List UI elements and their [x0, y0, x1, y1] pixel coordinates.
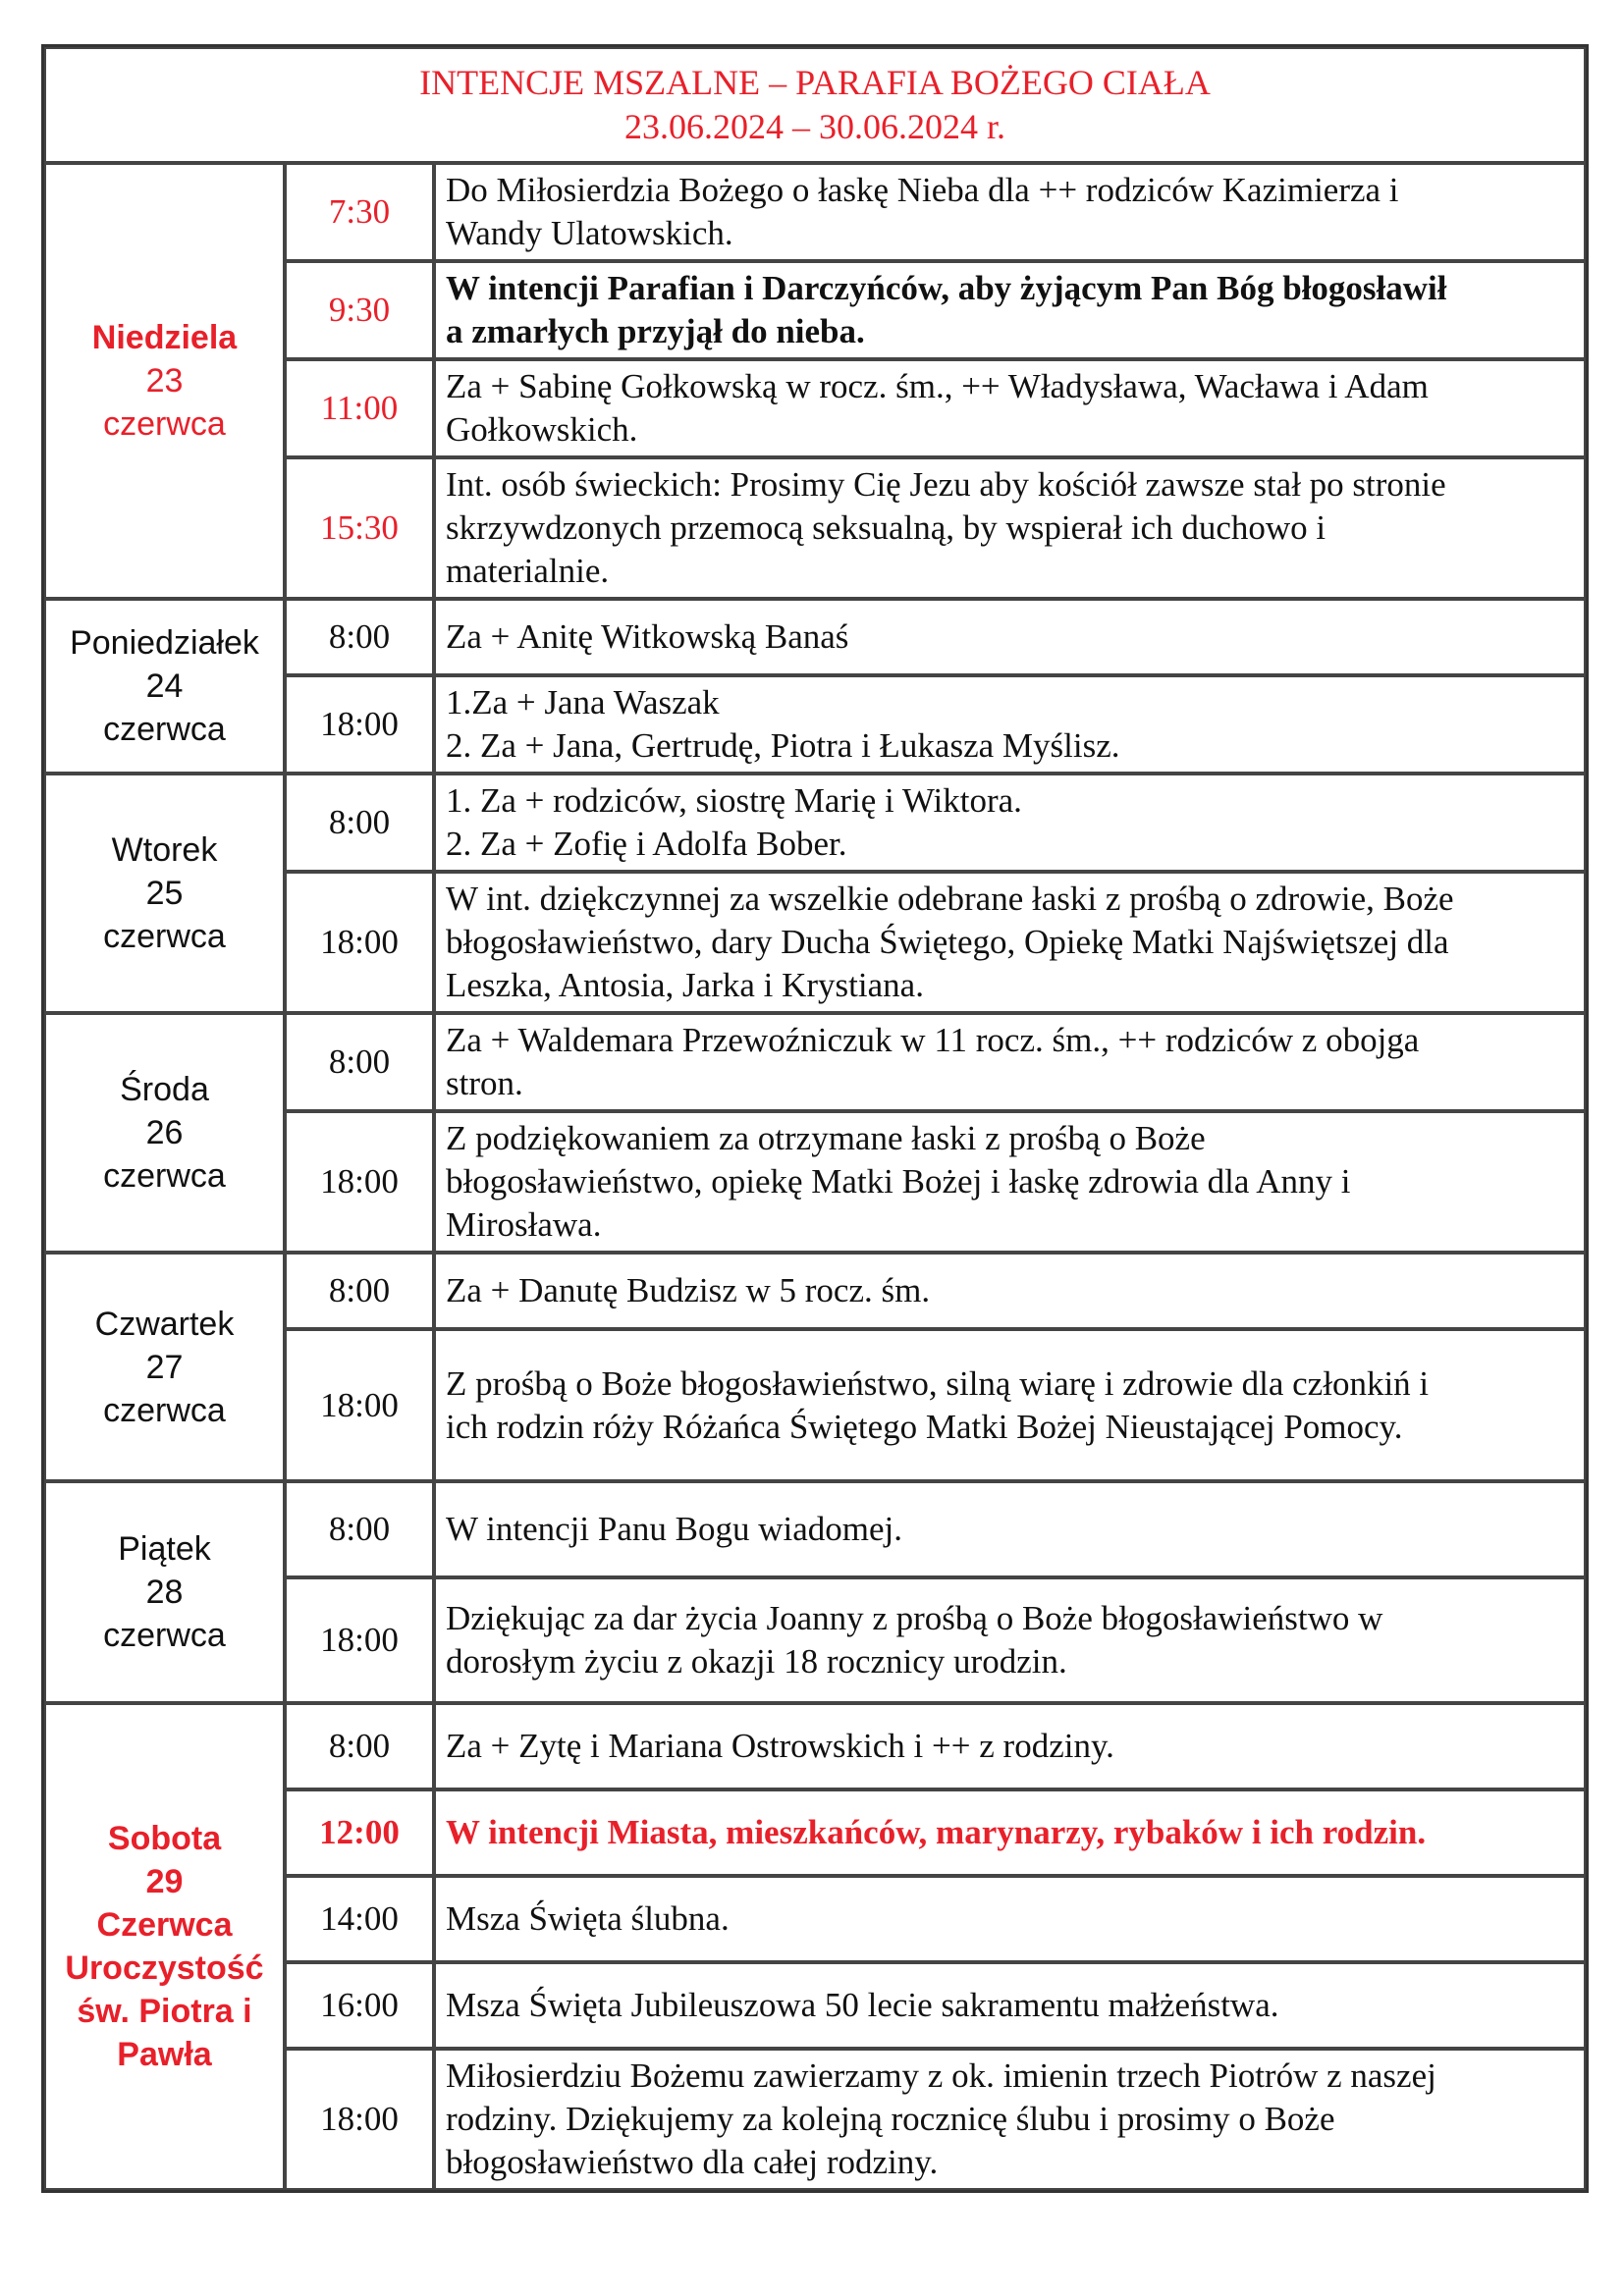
mass-intention [434, 359, 1586, 457]
intention-line: Int. osób świeckich: Prosimy Cię Jezu aby kościół zawsze stał po stronie [446, 465, 1446, 504]
day-number: 23 [145, 362, 184, 400]
intention-line: Za + Sabinę Gołkowską w rocz. śm., ++ Władysława, Wacława i Adam [446, 367, 1429, 405]
feast-line: Pawła [117, 2036, 212, 2073]
mass-time: 7:30 [285, 163, 434, 261]
intention-line: W int. dziękczynnej za wszelkie odebrane łaski z prośbą o zdrowie, Boże [446, 880, 1454, 918]
day-name: Czwartek [94, 1305, 235, 1343]
intention-line: a zmarłych przyjął do nieba. [446, 312, 865, 350]
mass-intention [434, 2049, 1586, 2190]
mass-time: 11:00 [285, 359, 434, 457]
day-cell-saturday [44, 1703, 285, 2190]
intention-line: Za + Zytę i Mariana Ostrowskich i ++ z rodziny. [446, 1727, 1114, 1765]
mass-intention [434, 163, 1586, 261]
intentions-document [41, 44, 1583, 2193]
day-number: 27 [145, 1348, 184, 1386]
mass-intention [434, 1703, 1586, 1789]
intention-line: Do Miłosierdzia Bożego o łaskę Nieba dla ++ rodziców Kazimierza i [446, 171, 1399, 209]
mass-row [44, 599, 1586, 675]
mass-intention [434, 1962, 1586, 2049]
intention-line: materialnie. [446, 552, 610, 590]
day-number: 29 [145, 1863, 184, 1900]
intention-line: skrzywdzonych przemocą seksualną, by wspierał ich duchowo i [446, 508, 1326, 547]
mass-time: 18:00 [285, 2049, 434, 2190]
intention-line: 1.Za + Jana Waszak [446, 683, 720, 721]
mass-intention [434, 1329, 1586, 1481]
day-number: 25 [145, 875, 184, 912]
mass-intention [434, 1789, 1586, 1876]
intention-line: 2. Za + Jana, Gertrudę, Piotra i Łukasza Myślisz. [446, 726, 1120, 765]
day-name: Wtorek [111, 831, 218, 869]
day-number: 24 [145, 667, 184, 705]
mass-intention [434, 1876, 1586, 1962]
feast-line: św. Piotra i [77, 1993, 252, 2030]
mass-intention [434, 599, 1586, 675]
day-month: czerwca [103, 918, 226, 955]
day-month: czerwca [103, 1157, 226, 1195]
day-month: czerwca [103, 1391, 226, 1429]
mass-time: 8:00 [285, 1013, 434, 1111]
day-cell-tuesday [44, 774, 285, 1013]
date-range: 23.06.2024 – 30.06.2024 r. [624, 107, 1006, 146]
mass-row [44, 1481, 1586, 1577]
intention-line: Za + Waldemara Przewoźniczuk w 11 rocz. śm., ++ rodziców z obojga [446, 1021, 1420, 1059]
day-number: 26 [145, 1114, 184, 1151]
mass-time: 8:00 [285, 1253, 434, 1329]
intention-line: 1. Za + rodziców, siostrę Marię i Wiktora. [446, 781, 1022, 820]
mass-time: 14:00 [285, 1876, 434, 1962]
intention-line: Za + Danutę Budzisz w 5 rocz. śm. [446, 1271, 931, 1309]
day-cell-thursday [44, 1253, 285, 1481]
day-number: 28 [145, 1574, 184, 1611]
intention-line: 2. Za + Zofię i Adolfa Bober. [446, 825, 847, 863]
mass-time: 16:00 [285, 1962, 434, 2049]
mass-time: 8:00 [285, 774, 434, 872]
day-name: Poniedziałek [70, 624, 259, 662]
mass-time: 8:00 [285, 599, 434, 675]
intention-line: błogosławieństwo dla całej rodziny. [446, 2143, 939, 2181]
mass-time: 18:00 [285, 1577, 434, 1703]
feast-line: Uroczystość [65, 1949, 264, 1987]
mass-time: 18:00 [285, 675, 434, 774]
mass-time: 15:30 [285, 457, 434, 599]
intention-line: ich rodzin róży Różańca Świętego Matki Bożej Nieustającej Pomocy. [446, 1407, 1403, 1446]
intention-line: Msza Święta ślubna. [446, 1899, 730, 1938]
intention-line: W intencji Parafian i Darczyńców, aby żyjącym Pan Bóg błogosławił [446, 269, 1447, 307]
title-cell [44, 47, 1586, 163]
day-cell-wednesday [44, 1013, 285, 1253]
mass-intention [434, 774, 1586, 872]
day-cell-friday [44, 1481, 285, 1703]
day-month: czerwca [103, 1617, 226, 1654]
intention-line: błogosławieństwo, dary Ducha Świętego, Opiekę Matki Najświętszej dla [446, 923, 1449, 961]
mass-intention [434, 1481, 1586, 1577]
day-cell-sunday [44, 163, 285, 599]
mass-row [44, 1253, 1586, 1329]
intentions-table [41, 44, 1589, 2193]
mass-intention [434, 675, 1586, 774]
day-name: Środa [120, 1071, 209, 1108]
mass-intention [434, 457, 1586, 599]
mass-time: 12:00 [285, 1789, 434, 1876]
intention-line: rodziny. Dziękujemy za kolejną rocznicę ślubu i prosimy o Boże [446, 2100, 1335, 2138]
mass-time: 8:00 [285, 1481, 434, 1577]
mass-intention [434, 1577, 1586, 1703]
mass-intention [434, 261, 1586, 359]
intention-line: Miłosierdziu Bożemu zawierzamy z ok. imienin trzech Piotrów z naszej [446, 2056, 1436, 2095]
day-name: Niedziela [91, 319, 238, 356]
mass-row [44, 1013, 1586, 1111]
title-row [44, 47, 1586, 163]
intention-line: Gołkowskich. [446, 410, 638, 449]
intention-line: Mirosława. [446, 1205, 602, 1244]
mass-time: 8:00 [285, 1703, 434, 1789]
mass-intention [434, 1111, 1586, 1253]
day-cell-monday [44, 599, 285, 774]
mass-row [44, 1703, 1586, 1789]
day-month: czerwca [103, 405, 226, 443]
day-month: Czerwca [96, 1906, 233, 1944]
mass-row [44, 163, 1586, 261]
intention-line: Leszka, Antosia, Jarka i Krystiana. [446, 966, 924, 1004]
intention-line: Z podziękowaniem za otrzymane łaski z prośbą o Boże [446, 1119, 1206, 1157]
intention-line: W intencji Panu Bogu wiadomej. [446, 1510, 902, 1548]
day-month: czerwca [103, 711, 226, 748]
intention-line: W intencji Miasta, mieszkańców, marynarzy, rybaków i ich rodzin. [446, 1813, 1427, 1851]
intention-line: Dziękując za dar życia Joanny z prośbą o Boże błogosławieństwo w [446, 1599, 1383, 1637]
intention-line: Za + Anitę Witkowską Banaś [446, 617, 849, 656]
document-title: INTENCJE MSZALNE – PARAFIA BOŻEGO CIAŁA [419, 63, 1211, 102]
intention-line: Z prośbą o Boże błogosławieństwo, silną wiarę i zdrowie dla członkiń i [446, 1363, 1430, 1403]
intention-line: dorosłym życiu z okazji 18 rocznicy urodzin. [446, 1642, 1067, 1681]
intention-line: stron. [446, 1064, 523, 1102]
mass-intention [434, 1013, 1586, 1111]
mass-time: 18:00 [285, 1329, 434, 1481]
intention-line: Wandy Ulatowskich. [446, 214, 733, 252]
intention-line: błogosławieństwo, opiekę Matki Bożej i łaskę zdrowia dla Anny i [446, 1162, 1351, 1201]
mass-intention [434, 872, 1586, 1013]
mass-time: 9:30 [285, 261, 434, 359]
mass-intention [434, 1253, 1586, 1329]
day-name: Piątek [118, 1530, 211, 1568]
intention-line: Msza Święta Jubileuszowa 50 lecie sakramentu małżeństwa. [446, 1986, 1279, 2024]
mass-time: 18:00 [285, 1111, 434, 1253]
mass-time: 18:00 [285, 872, 434, 1013]
mass-row [44, 774, 1586, 872]
day-name: Sobota [107, 1820, 222, 1857]
